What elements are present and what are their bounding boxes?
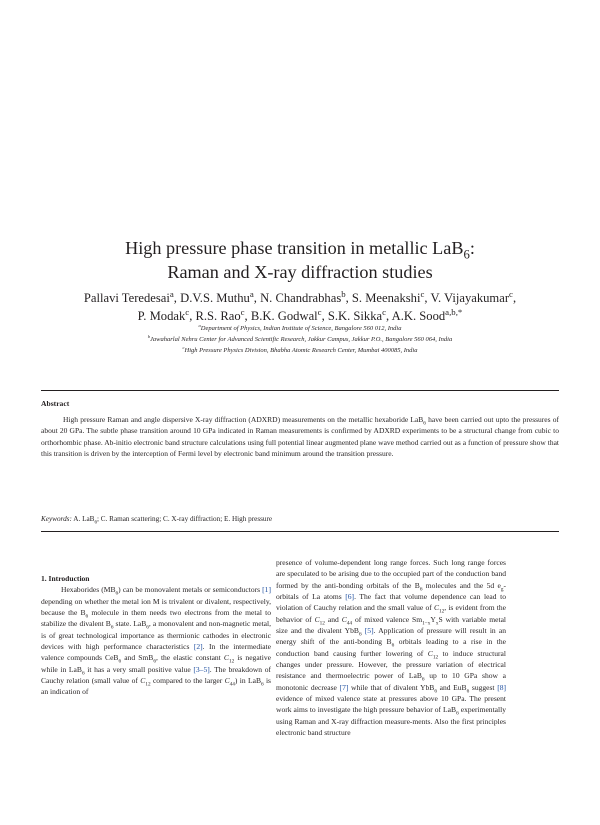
reference-link[interactable]: [5] <box>364 626 374 636</box>
left-column <box>41 573 271 698</box>
keywords-label: Keywords: <box>41 515 72 523</box>
keywords: Keywords: A. LaB$_6$; C. Raman scattering; C. X-ray diffraction; E. High pressure <box>41 515 273 526</box>
abstract-body: High pressure Raman and angle dispersive X-ray diffraction (ADXRD) measurements on the metallic hexaboride LaB$_6$ have been carried out upto the pressures of about 20 GPa. The subtle phase transition around 10 GPa indicated in Raman measurements is confirmed by ADXRD experiments to be a structural change from cubic to orthorhombic phase. Ab-initio electronic band structure calculations using full potential linear augmented plane wave method carried out as a function of pressure show that this transition is driven by the interception of Fermi level by electronic band minimum around the transition pressure. <box>41 415 559 459</box>
paper-title: High pressure phase transition in metallic LaB$_6$: Raman and X-ray diffraction studies <box>125 238 475 282</box>
affiliation-b: $^b$Jawaharlal Nehru Center for Advanced Scientific Research, Jakkur Campus, Jakkur P.O., Bangalore 560 064, India <box>147 333 453 343</box>
reference-link[interactable]: [1] <box>262 585 271 595</box>
abstract-top-rule <box>41 390 559 391</box>
intro-paragraph: Hexaborides $(MB_6)$ can be monovalent metals or semiconductors [1] depending on whether the metal ion M is trivalent or divalent, respectively, because the $B_6$ molecule in them needs two electrons from the metal to stabilize the divalent $B_6$ state. LaB$_6$, a monovalent and non-magnetic metal, is of great technological importance as thermionic cathodes in electronic devices with high performance characteristics [2]. In the intermediate valence compounds CeB$_6$ and SmB$_6$, the elastic constant $C_{12}$ is negative while in LaB$_6$ it has a very small positive value [3–5]. The breakdown of Cauchy relation (small value of $C_{12}$ compared to the larger $C_{44}$) in LaB$_6$ is an indication of <box>41 585 272 697</box>
abstract-heading: Abstract <box>41 399 70 408</box>
author-line-1: Pallavi Teredesai$^a$, D.V.S. Muthu$^a$, N. Chandrabhas$^b$, S. Meenakshi$^c$, V. Vijayakumar$^c$, <box>83 288 517 305</box>
affiliation-a: $^a$Department of Physics, Indian Institute of Science, Bangalore 560 012, India <box>198 322 402 332</box>
affiliation-c: $^c$High Pressure Physics Division, Bhabha Atomic Research Center, Mumbai 400085, India <box>182 344 418 354</box>
right-column <box>276 557 506 739</box>
reference-link[interactable]: [8] <box>497 682 506 692</box>
author-line-2: P. Modak$^c$, R.S. Rao$^c$, B.K. Godwal$^c$, S.K. Sikka$^c$, A.K. Sood$^{a,b,*}$ <box>137 306 463 323</box>
intro-paragraph-continued: presence of volume-dependent long range forces. Such long range forces are speculated to be arising due to the occupied part of the conduction band formed by the anti-bonding orbitals of the $B_6$ molecules and the 5d $e_g$-orbitals of La atoms [6]. The fact that volume dependence can lead to violation of Cauchy relation and the small value of $C_{12}$, is evident from the behavior of $C_{12}$ and $C_{44}$ of mixed valence $Sm_{1-x}Y_xS$ with variable metal size and the divalent YbB$_6$ [5]. Application of pressure will result in an energy shift of the anti-bonding $B_6$ orbitals leading to a rise in the conduction band causing further lowering of $C_{12}$ to induce structural changes under pressure. However, the pressure variation of electrical resistance and thermoelectric power of LaB$_6$ up to 10 GPa show a monotonic decrease [7] while that of divalent YbB$_6$ and EuB$_6$ suggest [8] evidence of mixed valence state at pressures above 10 GPa. The present work aims to investigate the high pressure behavior of LaB$_6$ experimentally using Raman and X-ray diffraction measure-ments. Also the first principles electronic band structure <box>276 558 507 738</box>
reference-link[interactable]: [3–5] <box>193 664 210 674</box>
author-list <box>30 289 570 325</box>
reference-link[interactable]: [6] <box>345 592 355 602</box>
section-heading-introduction: 1. Introduction <box>41 574 90 583</box>
reference-link[interactable]: [7] <box>339 682 349 692</box>
reference-link[interactable]: [2] <box>193 642 203 652</box>
keywords-bottom-rule <box>41 531 559 532</box>
affiliations <box>30 323 570 356</box>
